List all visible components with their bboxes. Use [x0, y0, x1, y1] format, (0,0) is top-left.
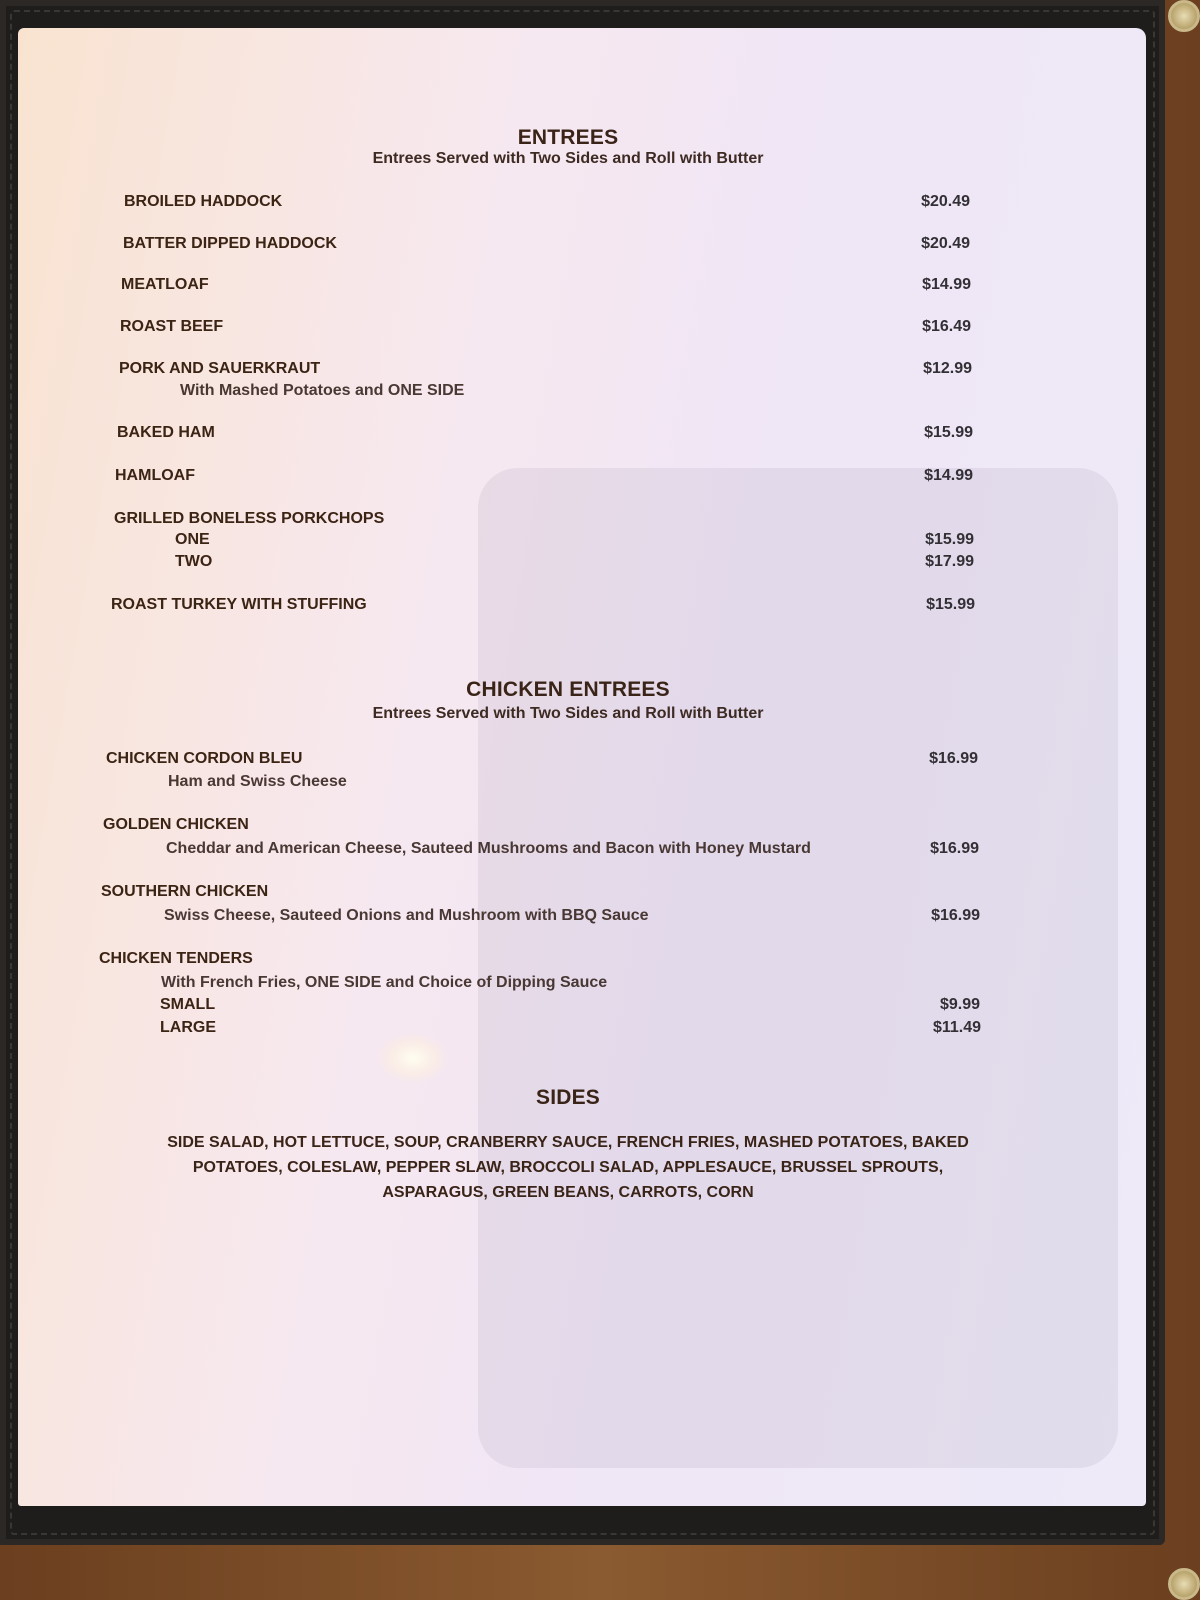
item-price: $16.49 [922, 318, 971, 335]
item-price: $15.99 [924, 424, 973, 441]
menu-item [18, 750, 1146, 772]
menu-item [18, 510, 1146, 532]
item-description: With Mashed Potatoes and ONE SIDE [180, 382, 465, 399]
option-label: LARGE [160, 1019, 216, 1036]
menu-item [18, 816, 1146, 838]
item-description: Swiss Cheese, Sauteed Onions and Mushroom with BBQ Sauce [164, 907, 649, 924]
menu-item [18, 318, 1146, 340]
menu-item [18, 193, 1146, 215]
item-name: CHICKEN CORDON BLEU [106, 750, 303, 767]
menu-item-option [18, 996, 1146, 1018]
option-label: TWO [175, 553, 213, 570]
item-description: Cheddar and American Cheese, Sauteed Mushrooms and Bacon with Honey Mustard [166, 840, 811, 857]
sides-list [108, 1130, 1028, 1205]
menu-item-description [18, 840, 1146, 862]
menu-item [18, 467, 1146, 489]
menu-item-description [18, 382, 1146, 404]
option-price: $9.99 [939, 996, 980, 1013]
item-name: ROAST BEEF [120, 318, 224, 335]
chicken-entrees-subtitle: Entrees Served with Two Sides and Roll with Butter [372, 705, 764, 722]
option-price: $17.99 [925, 553, 974, 570]
menu-item [18, 950, 1146, 972]
option-price: $15.99 [925, 531, 974, 548]
item-description: With French Fries, ONE SIDE and Choice of Dipping Sauce [161, 974, 608, 991]
menu-item [18, 596, 1146, 618]
menu-item [18, 883, 1146, 905]
sides-line: ASPARAGUS, GREEN BEANS, CARROTS, CORN [382, 1184, 754, 1201]
sides-title: SIDES [535, 1086, 601, 1109]
menu-item [18, 424, 1146, 446]
item-name: PORK AND SAUERKRAUT [119, 360, 321, 377]
menu-item [18, 235, 1146, 257]
corner-protector-icon [1168, 0, 1200, 32]
option-price: $11.49 [932, 1019, 981, 1036]
item-name: BATTER DIPPED HADDOCK [123, 235, 337, 252]
menu-item [18, 360, 1146, 382]
corner-protector-icon [1168, 1568, 1200, 1600]
item-price: $20.49 [921, 235, 970, 252]
item-name: GOLDEN CHICKEN [103, 816, 249, 833]
item-price: $14.99 [922, 276, 971, 293]
menu-item-option [18, 531, 1146, 553]
option-label: ONE [175, 531, 210, 548]
item-name: BAKED HAM [117, 424, 215, 441]
item-price: $16.99 [930, 840, 979, 857]
sides-line: POTATOES, COLESLAW, PEPPER SLAW, BROCCOLI SALAD, APPLESAUCE, BRUSSEL SPROUTS, [192, 1159, 944, 1176]
item-name: GRILLED BONELESS PORKCHOPS [114, 510, 385, 527]
item-price: $16.99 [931, 907, 980, 924]
item-name: BROILED HADDOCK [124, 193, 283, 210]
item-name: MEATLOAF [121, 276, 209, 293]
option-label: SMALL [160, 996, 216, 1013]
menu-item [18, 276, 1146, 298]
item-price: $12.99 [923, 360, 972, 377]
item-name: SOUTHERN CHICKEN [101, 883, 269, 900]
menu-page [18, 28, 1146, 1506]
menu-item-description [18, 907, 1146, 929]
item-price: $16.99 [929, 750, 978, 767]
menu-item-description [18, 974, 1146, 996]
entrees-subtitle: Entrees Served with Two Sides and Roll with Butter [372, 150, 764, 167]
chicken-entrees-title: CHICKEN ENTREES [466, 678, 670, 701]
item-name: HAMLOAF [115, 467, 195, 484]
item-name: CHICKEN TENDERS [99, 950, 253, 967]
menu-item-option [18, 1019, 1146, 1041]
light-glare [378, 1033, 448, 1083]
item-price: $15.99 [926, 596, 975, 613]
entrees-title: ENTREES [517, 126, 619, 149]
menu-item-option [18, 553, 1146, 575]
sides-line: SIDE SALAD, HOT LETTUCE, SOUP, CRANBERRY SAUCE, FRENCH FRIES, MASHED POTATOES, BAKED [167, 1134, 969, 1151]
item-name: ROAST TURKEY WITH STUFFING [111, 596, 367, 613]
menu-item-description [18, 773, 1146, 795]
item-price: $20.49 [921, 193, 970, 210]
item-description: Ham and Swiss Cheese [168, 773, 347, 790]
menu-content [18, 28, 1146, 1506]
item-price: $14.99 [924, 467, 973, 484]
